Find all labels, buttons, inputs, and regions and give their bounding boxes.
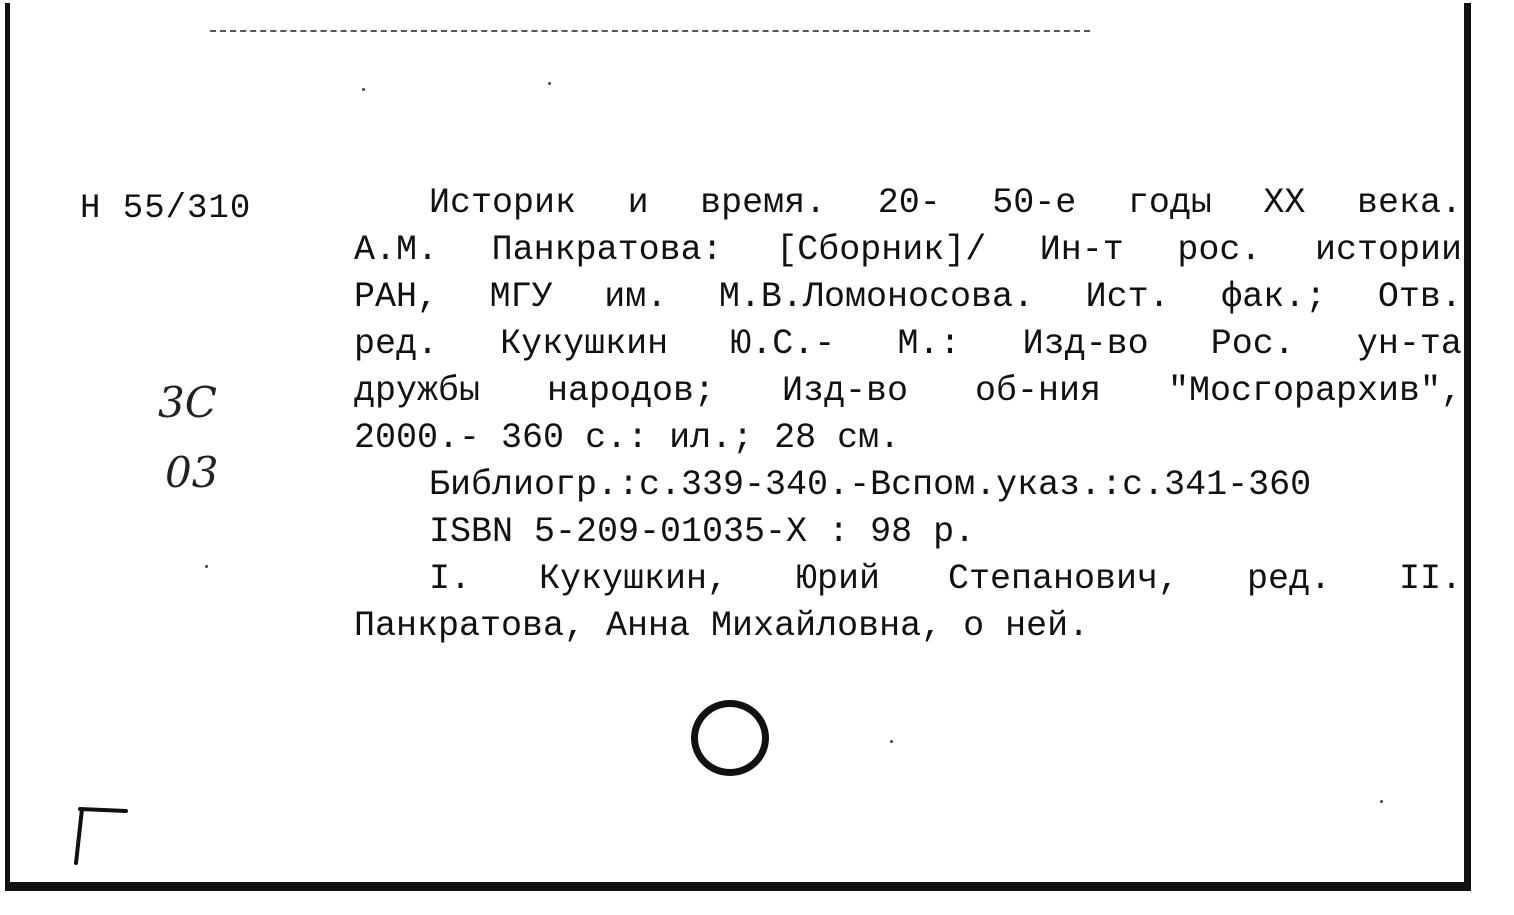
word: ил.;	[669, 418, 754, 458]
description-line-5	[354, 368, 1462, 415]
word: рос.	[1177, 230, 1262, 270]
added-entry: Панкратова, Анна Михайловна, о ней.	[354, 606, 1090, 646]
word: ред.	[354, 324, 439, 364]
word: "Мосгорархив",	[1167, 371, 1462, 411]
word: фак.;	[1221, 277, 1327, 317]
word: годы	[1127, 183, 1212, 223]
description-line-6	[354, 415, 1462, 462]
handwritten-mark-2: 03	[165, 448, 219, 497]
notes-line	[354, 462, 1462, 509]
handwritten-mark-1: 3С	[158, 378, 217, 427]
entries-line-2	[354, 603, 1462, 650]
word: Изд-во	[781, 371, 908, 411]
word: и	[627, 183, 649, 223]
word: М.:	[897, 324, 961, 364]
word: XX	[1263, 183, 1306, 223]
word: Отв.	[1377, 277, 1462, 317]
word: см.	[837, 418, 901, 458]
isbn-price: ISBN 5-209-01035-X : 98 р.	[429, 512, 976, 552]
word: 360	[501, 418, 565, 458]
corner-mark-icon	[70, 805, 128, 865]
word: Ист.	[1085, 277, 1170, 317]
speck	[205, 565, 208, 568]
word: ун-та	[1356, 324, 1462, 364]
description-line-2	[354, 227, 1462, 274]
bibliographic-description	[354, 180, 1462, 650]
word: 20-	[877, 183, 941, 223]
shelfmark: Н 55/310	[80, 190, 252, 228]
description-line-1	[354, 180, 1462, 227]
word: 28	[774, 418, 817, 458]
word: Изд-во	[1022, 324, 1149, 364]
word: Степанович,	[947, 559, 1180, 599]
word: А.М.	[354, 230, 439, 270]
word: века.	[1356, 183, 1462, 223]
word: [Сборник]/	[776, 230, 987, 270]
word: II.	[1398, 559, 1462, 599]
word: об-ния	[974, 371, 1101, 411]
description-line-4	[354, 321, 1462, 368]
word: I.	[429, 559, 472, 599]
word: дружбы	[354, 371, 481, 411]
speck	[362, 88, 365, 91]
word: М.В.Ломоносова.	[718, 277, 1034, 317]
word: Ин-т	[1039, 230, 1124, 270]
speck	[890, 740, 893, 743]
word: МГУ	[489, 277, 553, 317]
word: 50-е	[992, 183, 1077, 223]
word: ред.	[1246, 559, 1331, 599]
word: им.	[604, 277, 668, 317]
word: Кукушкин	[500, 324, 669, 364]
word: Ю.С.-	[730, 324, 836, 364]
word: Историк	[429, 183, 577, 223]
isbn-line	[354, 509, 1462, 556]
description-line-3	[354, 274, 1462, 321]
word: время.	[700, 183, 827, 223]
word: истории	[1314, 230, 1462, 270]
word: Рос.	[1210, 324, 1295, 364]
speck	[1380, 800, 1383, 803]
word: с.:	[585, 418, 649, 458]
speck	[548, 82, 551, 85]
punch-hole-icon	[691, 700, 769, 776]
word: 2000.-	[354, 418, 481, 458]
word: народов;	[546, 371, 716, 411]
word: Панкратова:	[491, 230, 723, 270]
word: Юрий	[795, 559, 880, 599]
dashed-top-line	[210, 30, 1090, 32]
bibliography-note: Библиогр.:с.339-340.-Вспом.указ.:с.341-360	[429, 465, 1312, 505]
word: РАН,	[354, 277, 439, 317]
entries-line-1	[354, 556, 1462, 603]
word: Кукушкин,	[538, 559, 729, 599]
